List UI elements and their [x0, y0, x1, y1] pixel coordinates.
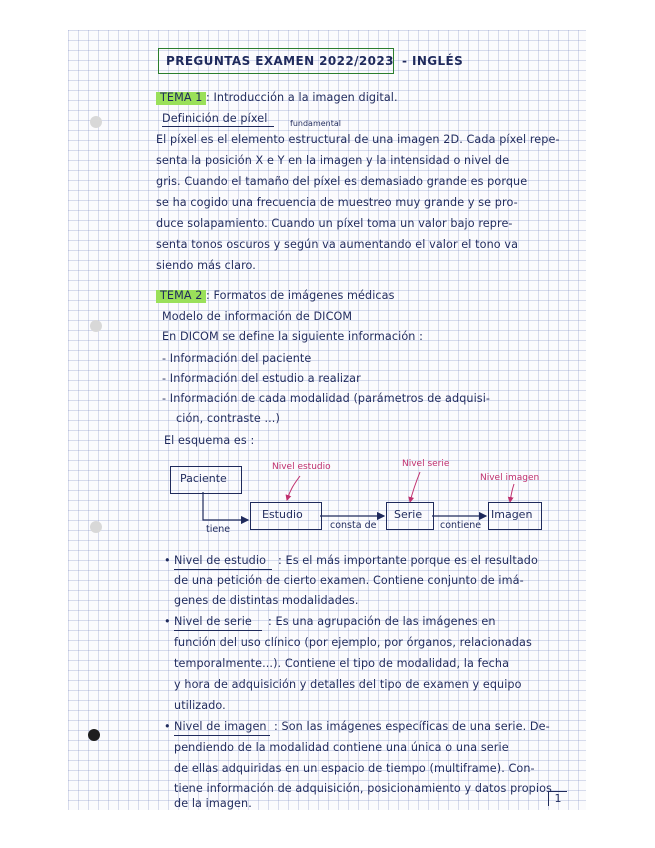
tema1-line-5: duce solapamiento. Cuando un píxel toma un valor bajo repre-	[156, 217, 513, 230]
bullet-2-term-underline	[174, 630, 262, 631]
tema1-line-2: senta la posición X e Y en la imagen y la intensidad o nivel de	[156, 154, 510, 167]
bullet-1-term-underline	[174, 569, 272, 570]
level-imagen-label: Nivel imagen	[480, 473, 540, 483]
node-estudio-label: Estudio	[262, 508, 303, 521]
tema1-heading: : Introducción a la imagen digital.	[206, 91, 398, 104]
tema2-heading: : Formatos de imágenes médicas	[206, 289, 395, 302]
tema1-line-1: El píxel es el elemento estructural de una imagen 2D. Cada píxel repe-	[156, 133, 560, 146]
tema2-item-2: - Información del estudio a realizar	[162, 372, 361, 385]
tema1-line-7: siendo más claro.	[156, 259, 256, 272]
bullet-3-line-5: de la imagen.	[174, 797, 252, 810]
bullet-1-dot: •	[164, 554, 171, 567]
bullet-2-line-1: : Es una agrupación de las imágenes en	[268, 615, 496, 628]
node-imagen-label: Imagen	[491, 508, 533, 521]
tema2-subtitle: Modelo de información de DICOM	[162, 310, 353, 323]
bullet-2-line-3: temporalmente...). Contiene el tipo de modalidad, la fecha	[174, 657, 510, 670]
page-title: PREGUNTAS EXAMEN 2022/2023	[166, 54, 394, 68]
level-estudio-label: Nivel estudio	[272, 462, 331, 472]
bullet-2-line-2: función del uso clínico (por ejemplo, por órganos, relacionadas	[174, 636, 532, 649]
tema2-item-3: - Información de cada modalidad (parámetros de adquisi-	[162, 392, 491, 405]
bullet-3-term-underline	[174, 735, 270, 736]
pointer-imagen	[510, 484, 514, 502]
bullet-3-line-3: de ellas adquiridas en un espacio de tiempo (multiframe). Con-	[174, 762, 535, 775]
tema2-item-1: - Información del paciente	[162, 352, 312, 365]
bullet-1-line-2: de una petición de cierto examen. Contiene conjunto de imá-	[174, 574, 524, 587]
bullet-3-line-4: tiene información de adquisición, posicionamiento y datos propios	[174, 782, 552, 795]
bullet-1-line-3: genes de distintas modalidades.	[174, 594, 359, 607]
node-serie-label: Serie	[394, 508, 423, 521]
bullet-1-term: Nivel de estudio	[174, 554, 267, 567]
bullet-3-dot: •	[164, 720, 171, 733]
bullet-1-line-1: : Es el más importante porque es el resultado	[278, 554, 538, 567]
edge-tiene-label: tiene	[206, 524, 231, 535]
node-paciente-label: Paciente	[180, 472, 227, 485]
page-number: 1	[548, 791, 567, 806]
tema1-label: TEMA 1	[160, 91, 203, 104]
pointer-serie	[410, 472, 420, 502]
bullet-3-line-1: : Son las imágenes específicas de una serie. De-	[274, 720, 550, 733]
tema2-label: TEMA 2	[160, 289, 203, 302]
level-serie-label: Nivel serie	[402, 459, 450, 469]
tema2-schema-label: El esquema es :	[164, 434, 255, 447]
edge-tiene	[203, 492, 248, 520]
bullet-2-line-5: utilizado.	[174, 699, 226, 712]
pointer-estudio	[287, 476, 300, 500]
edge-consta-label: consta de	[330, 520, 377, 531]
tema2-intro: En DICOM se define la siguiente información :	[162, 330, 423, 343]
tema1-line-6: senta tonos oscuros y según va aumentando el valor el tono va	[156, 238, 519, 251]
tema1-line-4: se ha cogido una frecuencia de muestreo muy grande y se pro-	[156, 196, 518, 209]
edge-contiene-label: contiene	[440, 520, 482, 531]
bullet-2-term: Nivel de serie	[174, 615, 252, 628]
bullet-3-term: Nivel de imagen	[174, 720, 267, 733]
page-title-suffix: - INGLÉS	[402, 54, 464, 68]
tema2-item-cont: ción, contraste ...)	[176, 412, 280, 425]
tema1-correction: fundamental	[290, 119, 341, 128]
bullet-2-line-4: y hora de adquisición y detalles del tipo de examen y equipo	[174, 678, 522, 691]
tema1-line-3: gris. Cuando el tamaño del píxel es demasiado grande es porque	[156, 175, 528, 188]
bullet-2-dot: •	[164, 615, 171, 628]
tema1-subtitle: Definición de píxel	[162, 112, 268, 125]
bullet-3-line-2: pendiendo de la modalidad contiene una única o una serie	[174, 741, 509, 754]
